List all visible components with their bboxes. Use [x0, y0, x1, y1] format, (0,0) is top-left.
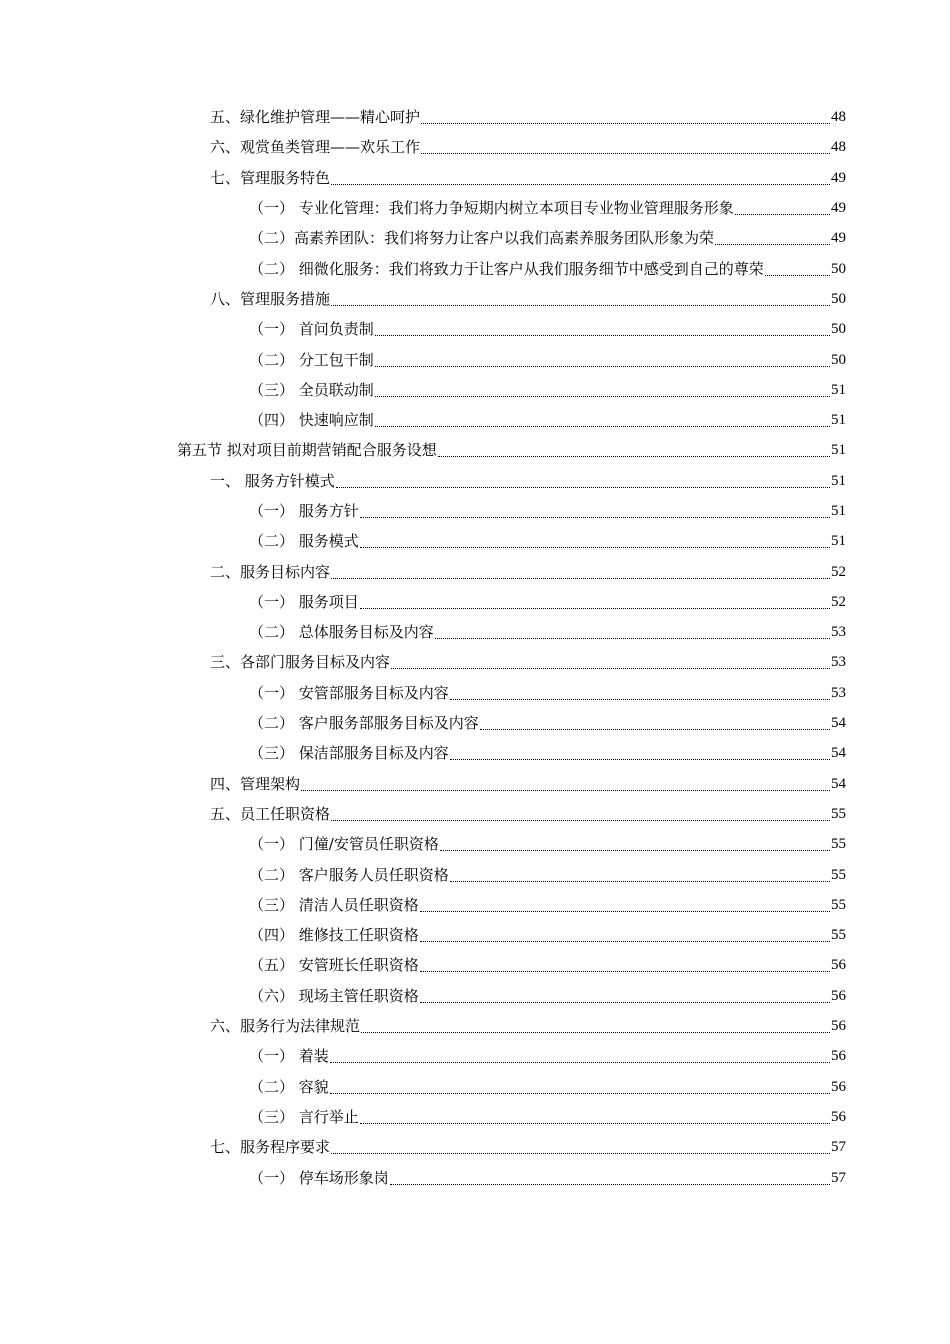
toc-entry[interactable] [0, 1072, 846, 1102]
toc-entry-title: （二） 总体服务目标及内容 [249, 623, 434, 642]
toc-entry-page-number: 50 [831, 260, 846, 277]
toc-entry[interactable] [0, 556, 846, 586]
dot-leader [480, 728, 830, 730]
toc-entry-page-number: 53 [831, 684, 846, 701]
toc-entry-title: （三） 保洁部服务目标及内容 [249, 744, 449, 763]
toc-entry[interactable] [0, 405, 846, 435]
toc-entry-page-number: 49 [831, 200, 846, 217]
toc-entry-page-number: 48 [831, 139, 846, 156]
toc-entry[interactable] [0, 1102, 846, 1132]
dot-leader [331, 1152, 830, 1154]
dot-leader [375, 425, 830, 427]
toc-entry-page-number: 55 [831, 896, 846, 913]
toc-entry-page-number: 54 [831, 715, 846, 732]
toc-entry-page-number: 54 [831, 745, 846, 762]
toc-entry-page-number: 49 [831, 230, 846, 247]
toc-entry-title: 一、 服务方针模式 [210, 471, 335, 490]
toc-entry-page-number: 55 [831, 866, 846, 883]
toc-entry-title: （二） 细微化服务：我们将致力于让客户从我们服务细节中感受到自己的尊荣 [249, 259, 764, 278]
dot-leader [450, 880, 830, 882]
dot-leader [331, 819, 830, 821]
dot-leader [360, 516, 830, 518]
toc-entry-title: （二） 容貌 [249, 1077, 329, 1096]
toc-entry[interactable] [0, 859, 846, 889]
toc-entry[interactable] [0, 1011, 846, 1041]
dot-leader [330, 1061, 830, 1063]
toc-entry[interactable] [0, 981, 846, 1011]
dot-leader [420, 910, 830, 912]
toc-entry-page-number: 48 [831, 109, 846, 126]
toc-entry[interactable] [0, 496, 846, 526]
toc-entry-title: （六） 现场主管任职资格 [249, 986, 419, 1005]
toc-entry[interactable] [0, 193, 846, 223]
dot-leader [331, 304, 830, 306]
dot-leader [440, 849, 830, 851]
toc-entry-title: （一） 专业化管理：我们将力争短期内树立本项目专业物业管理服务形象 [249, 199, 734, 218]
toc-entry-title: 八、管理服务措施 [210, 289, 331, 308]
toc-entry-page-number: 55 [831, 836, 846, 853]
toc-entry-page-number: 57 [831, 1139, 846, 1156]
toc-entry[interactable] [0, 769, 846, 799]
toc-entry-page-number: 55 [831, 805, 846, 822]
dot-leader [391, 667, 830, 669]
toc-entry[interactable] [0, 829, 846, 859]
toc-entry-page-number: 51 [831, 442, 846, 459]
toc-entry[interactable] [0, 102, 846, 132]
dot-leader [765, 274, 830, 276]
dot-leader [375, 365, 830, 367]
toc-entry-page-number: 51 [831, 412, 846, 429]
toc-entry-title: （二） 分工包干制 [249, 350, 374, 369]
toc-entry-page-number: 51 [831, 533, 846, 550]
toc-entry-page-number: 50 [831, 351, 846, 368]
dot-leader [361, 1031, 830, 1033]
dot-leader [438, 455, 830, 457]
toc-entry[interactable] [0, 284, 846, 314]
dot-leader [715, 243, 830, 245]
toc-entry[interactable] [0, 890, 846, 920]
toc-entry-page-number: 56 [831, 1048, 846, 1065]
toc-entry-title: 四、管理架构 [210, 774, 301, 793]
dot-leader [421, 152, 830, 154]
toc-entry[interactable] [0, 1132, 846, 1162]
toc-entry-title: （一） 服务方针 [249, 502, 359, 520]
toc-entry[interactable] [0, 163, 846, 193]
toc-entry-page-number: 56 [831, 987, 846, 1004]
toc-entry-title: （三） 全员联动制 [249, 380, 374, 399]
toc-entry[interactable] [0, 314, 846, 344]
toc-entry[interactable] [0, 738, 846, 768]
dot-leader [450, 698, 830, 700]
dot-leader [301, 789, 830, 791]
toc-entry[interactable] [0, 435, 846, 465]
dot-leader [390, 1183, 830, 1185]
toc-entry-title: 五、员工任职资格 [210, 804, 331, 823]
dot-leader [331, 577, 830, 579]
toc-entry[interactable] [0, 1041, 846, 1071]
toc-entry-title: （四） 快速响应制 [249, 411, 374, 430]
dot-leader [420, 970, 830, 972]
toc-entry-title: （二） 客户服务部服务目标及内容 [249, 714, 479, 733]
toc-entry-page-number: 55 [831, 927, 846, 944]
toc-entry-page-number: 53 [831, 654, 846, 671]
toc-entry-title: （一） 停车场形象岗 [249, 1168, 389, 1187]
toc-entry-page-number: 52 [831, 593, 846, 610]
toc-entry-title: 第五节 拟对项目前期营销配合服务设想 [177, 441, 437, 460]
toc-entry[interactable] [0, 132, 846, 162]
toc-entry-page-number: 57 [831, 1169, 846, 1186]
toc-entry[interactable] [0, 799, 846, 829]
toc-entry[interactable] [0, 708, 846, 738]
toc-entry[interactable] [0, 466, 846, 496]
toc-entry-title: 六、服务行为法律规范 [210, 1017, 361, 1036]
toc-entry-title: 七、服务程序要求 [210, 1138, 331, 1157]
dot-leader [735, 213, 830, 215]
dot-leader [420, 1001, 830, 1003]
toc-entry[interactable] [0, 1162, 846, 1192]
toc-entry-title: （三） 清洁人员任职资格 [249, 895, 419, 914]
toc-entry[interactable] [0, 344, 846, 374]
toc-entry[interactable] [0, 587, 846, 617]
toc-entry-title: （一） 安管部服务目标及内容 [249, 683, 449, 702]
dot-leader [450, 758, 830, 760]
dot-leader [331, 183, 830, 185]
toc-entry[interactable] [0, 678, 846, 708]
dot-leader [420, 940, 830, 942]
dot-leader [360, 546, 830, 548]
dot-leader [330, 1092, 830, 1094]
toc-entry-title: （一） 门僮/安管员任职资格 [249, 835, 439, 854]
toc-entry-title: （一） 首问负责制 [249, 320, 374, 339]
toc-entry[interactable] [0, 920, 846, 950]
table-of-contents [0, 102, 950, 1193]
toc-entry-title: （三） 言行举止 [249, 1107, 359, 1126]
dot-leader [421, 122, 830, 124]
toc-entry-page-number: 56 [831, 957, 846, 974]
toc-entry-page-number: 51 [831, 503, 846, 519]
toc-entry-page-number: 54 [831, 775, 846, 792]
toc-entry-title: （四） 维修技工任职资格 [249, 926, 419, 945]
toc-entry[interactable] [0, 647, 846, 677]
toc-entry-title: （二）高素养团队：我们将努力让客户以我们高素养服务团队形象为荣 [249, 229, 715, 248]
toc-entry-title: （二） 服务模式 [249, 532, 359, 551]
dot-leader [360, 1122, 830, 1124]
toc-entry-title: （一） 服务项目 [249, 592, 359, 611]
toc-entry-page-number: 52 [831, 563, 846, 580]
toc-entry-page-number: 56 [831, 1078, 846, 1095]
toc-entry-title: 二、服务目标内容 [210, 562, 331, 581]
toc-entry-page-number: 56 [831, 1018, 846, 1035]
toc-entry-title: （五） 安管班长任职资格 [249, 956, 419, 975]
toc-entry-page-number: 50 [831, 290, 846, 307]
dot-leader [360, 607, 830, 609]
toc-entry-page-number: 50 [831, 321, 846, 338]
toc-entry-page-number: 51 [831, 472, 846, 489]
dot-leader [375, 334, 830, 336]
dot-leader [336, 486, 830, 488]
toc-entry-title: （一） 着装 [249, 1047, 329, 1066]
dot-leader [435, 637, 830, 639]
dot-leader [375, 395, 830, 397]
toc-entry-page-number: 51 [831, 381, 846, 398]
toc-entry[interactable] [0, 223, 846, 253]
toc-entry-title: 五、绿化维护管理——精心呵护 [210, 108, 421, 127]
toc-entry-title: （二） 客户服务人员任职资格 [249, 865, 449, 884]
toc-entry[interactable] [0, 950, 846, 980]
toc-entry[interactable] [0, 617, 846, 647]
toc-entry[interactable] [0, 253, 846, 283]
toc-entry-page-number: 56 [831, 1108, 846, 1125]
toc-entry[interactable] [0, 375, 846, 405]
toc-entry-page-number: 49 [831, 169, 846, 186]
toc-entry[interactable] [0, 526, 846, 556]
toc-entry-title: 六、观赏鱼类管理——欢乐工作 [210, 138, 421, 157]
toc-entry-title: 三、各部门服务目标及内容 [210, 653, 391, 672]
toc-entry-title: 七、管理服务特色 [210, 168, 331, 187]
toc-entry-page-number: 53 [831, 624, 846, 641]
